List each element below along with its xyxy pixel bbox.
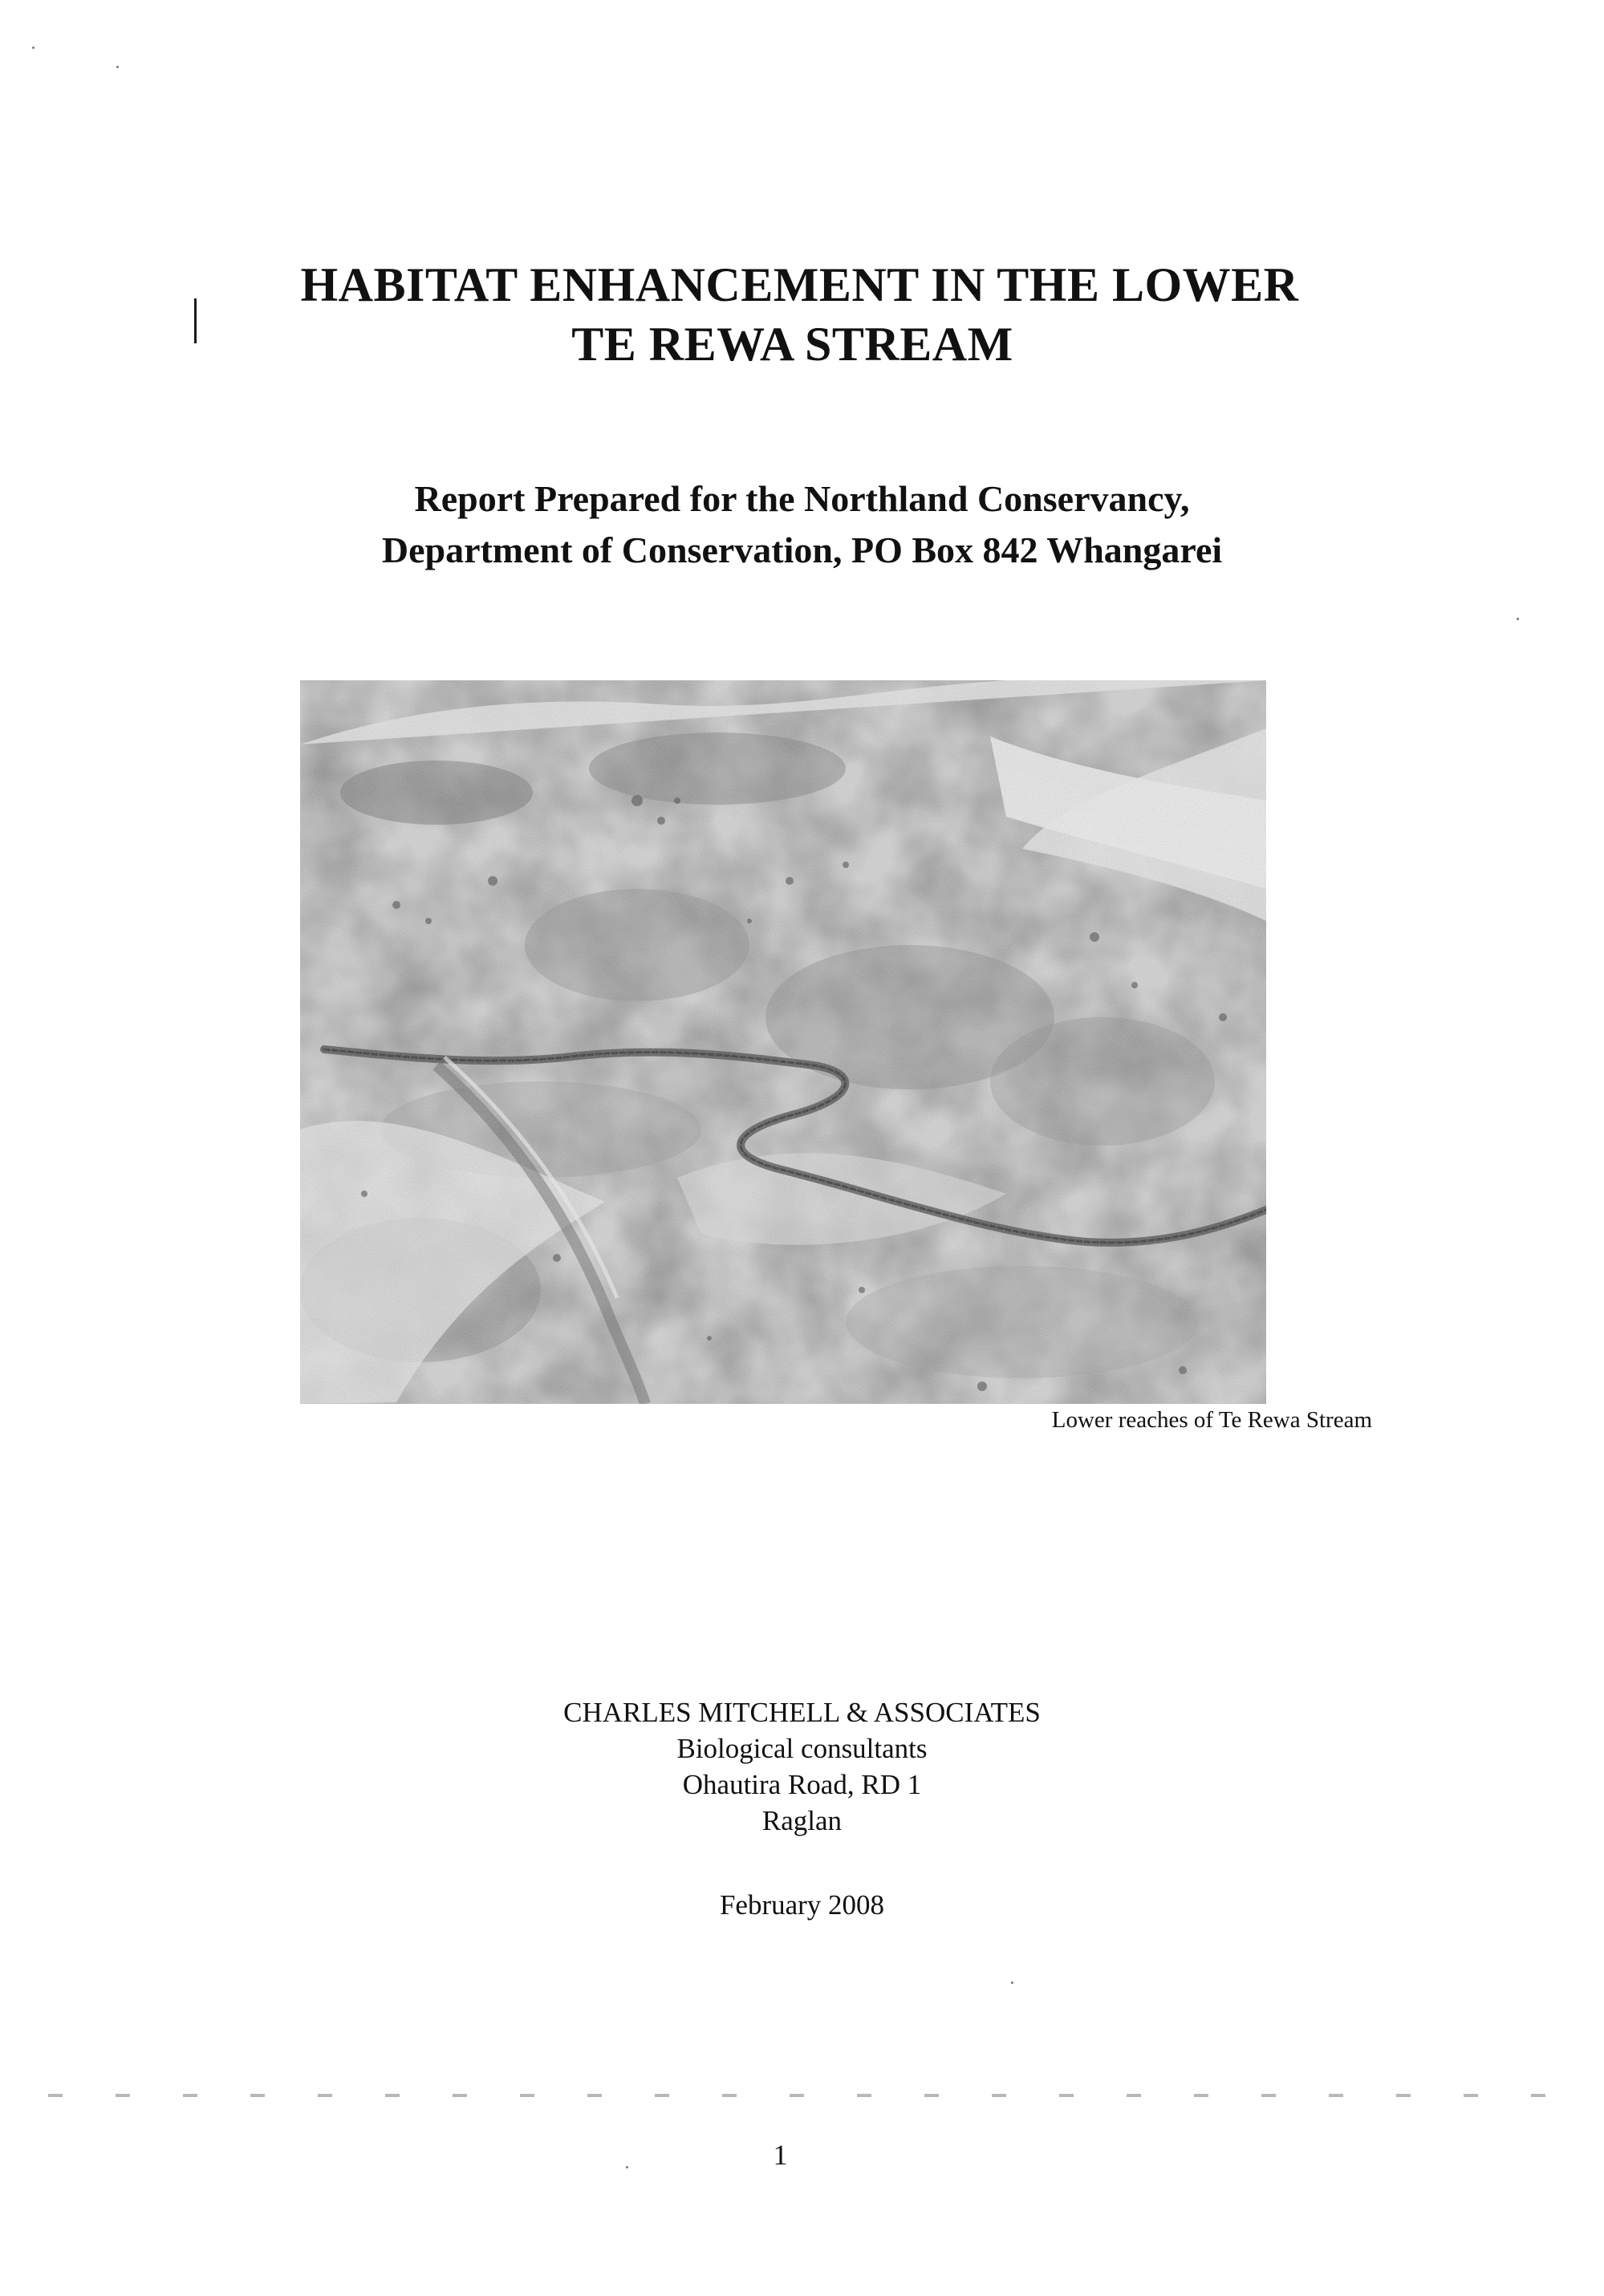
organization-address: Ohautira Road, RD 1 — [682, 1769, 922, 1800]
report-date: February 2008 — [719, 1889, 885, 1921]
report-title-line-1: HABITAT ENHANCEMENT IN THE LOWER — [300, 258, 1299, 311]
report-title — [0, 255, 1604, 374]
organization-block — [0, 1694, 1604, 1839]
scan-speck — [32, 47, 35, 49]
scan-speck — [626, 2166, 628, 2168]
report-subtitle-line-2: Department of Conservation, PO Box 842 Whangarei — [381, 529, 1223, 570]
stream-photo — [300, 680, 1266, 1404]
report-title-line-2: TE REWA STREAM — [571, 318, 1013, 371]
organization-name: CHARLES MITCHELL & ASSOCIATES — [563, 1697, 1041, 1728]
photo-caption: Lower reaches of Te Rewa Stream — [1051, 1407, 1372, 1433]
organization-role: Biological consultants — [676, 1733, 928, 1764]
organization-town: Raglan — [761, 1805, 843, 1836]
report-subtitle — [0, 473, 1604, 576]
report-subtitle-line-1: Report Prepared for the Northland Conservancy, — [414, 478, 1190, 519]
page-number: 1 — [773, 2139, 788, 2171]
scan-speck — [1011, 1982, 1013, 1984]
scan-artifact-line — [48, 2094, 1573, 2097]
scan-speck — [116, 66, 119, 68]
scan-speck — [1517, 618, 1519, 620]
